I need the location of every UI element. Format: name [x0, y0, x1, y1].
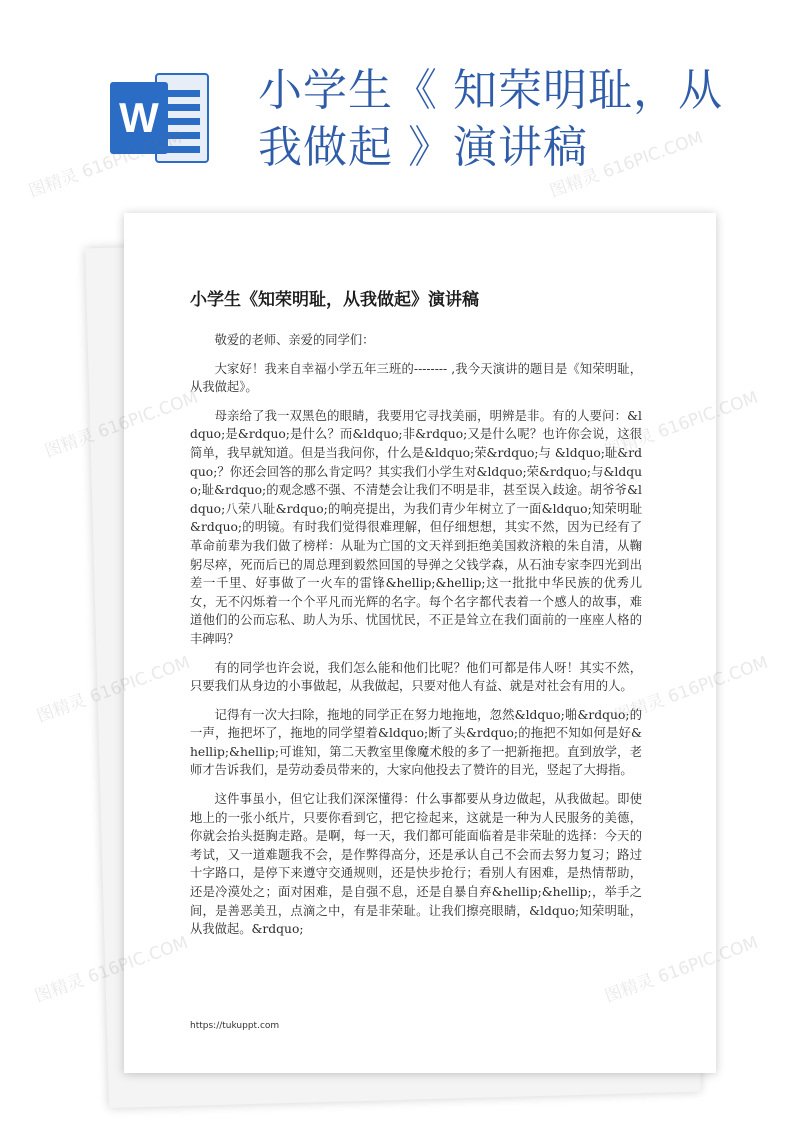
- watermark: 图精灵: [34, 690, 90, 727]
- watermark: 图精灵: [32, 970, 88, 1007]
- watermark: 图精灵 616PIC.COM: [547, 127, 706, 202]
- paragraph-body: 有的同学也许会说，我们怎么能和他们比呢？他们可都是伟人呀！其实不然，只要我们从身边的小事做起，从我做起，只要对他人有益、就是对社会有用的人。: [190, 660, 642, 694]
- word-logo-letter: W: [119, 94, 159, 141]
- footer-url: https://tukuppt.com: [190, 1021, 280, 1031]
- watermark: 图精灵 616PIC.COM: [26, 127, 185, 202]
- paragraph-body: 记得有一次大扫除，拖地的同学正在努力地拖地，忽然&ldquo;啪&rdquo;的一声，拖把坏了，拖地的同学望着&ldquo;断了头&rdquo;的拖把不知如何是好&hellip;&hellip;可谁知，第二天教室里像魔术般的多了一把新拖把。直到放学，老师才告诉我们，是劳动委员带来的，大家向他投去了赞许的目光，竖起了大拇指。: [190, 707, 642, 778]
- page-title-line-2: 我做起 》演讲稿: [258, 122, 588, 173]
- paragraph-salutation: 敬爱的老师、亲爱的同学们：: [214, 333, 375, 347]
- paragraph-intro: 大家好！我来自幸福小学五年三班的-------- ,我今天演讲的题目是《知荣明耻，从我做起》。: [190, 361, 642, 395]
- document-body: [190, 331, 642, 949]
- document-title: 小学生《知荣明耻，从我做起》演讲稿: [190, 290, 479, 310]
- word-doc-icon: [110, 72, 210, 164]
- page-title-line-1: 小学生《 知荣明耻，从: [258, 65, 723, 116]
- watermark: 图精灵: [42, 425, 98, 462]
- watermark: 616PIC.COM: [665, 652, 771, 708]
- paragraph-body: 母亲给了我一双黑色的眼睛，我要用它寻找美丽，明辨是非。有的人要问：&ldquo;是&rdquo;是什么？而&ldquo;非&rdquo;又是什么呢？也许你会说，这很简单，我早就知道。但是当我问你，什么是&ldquo;荣&rdquo;与 &ldquo;耻&rdquo;？你还会回答的那么肯定吗？其实我们小学生对&ldquo;荣&rdquo;与&ldquo;耻&rdquo;的观念感不强、不清楚会让我们不明是非，甚至误入歧途。胡爷爷&ldquo;八荣八耻&rdquo;的响亮提出，为我们青少年树立了一面&ldquo;知荣明耻&rdquo;的明镜。有时我们觉得很难理解，但仔细想想，其实不然，因为已经有了革命前辈为我们做了榜样：从耻为亡国的文天祥到拒绝美国救济粮的朱自清，从鞠躬尽瘁，死而后已的周总理到毅然回国的导弹之父钱学森，从石油专家李四光到出差一千里、好事做了一火车的雷锋&hellip;&hellip;这一批批中华民族的优秀儿女，无不闪烁着一个个平凡而光辉的名字。每个名字都代表着一个感人的故事，难道他们的公而忘私、助人为乐、忧国忧民，不正是耸立在我们面前的一座座人格的丰碑吗？: [190, 408, 642, 646]
- page-title: [258, 62, 728, 176]
- document-page: [124, 213, 716, 1073]
- paragraph-body: 这件事虽小，但它让我们深深懂得：什么事都要从身边做起，从我做起。即使地上的一张小纸片，只要你看到它，把它捡起来，这就是一种为人民服务的美德，你就会抬头挺胸走路。是啊，每一天，我们都可能面临着是非荣耻的选择：今天的考试，又一道难题我不会，是作弊得高分，还是承认自己不会而去努力复习；路过十字路口，是停下来遵守交通规则，还是快步抢行；看别人有困难，是热情帮助，还是冷漠处之；面对困难，是自强不息，还是自暴自弃&hellip;&hellip;，举手之间，是善恶美丑，点滴之中，有是非荣耻。让我们擦亮眼睛，&ldquo;知荣明耻，从我做起。&rdquo;: [190, 792, 642, 937]
